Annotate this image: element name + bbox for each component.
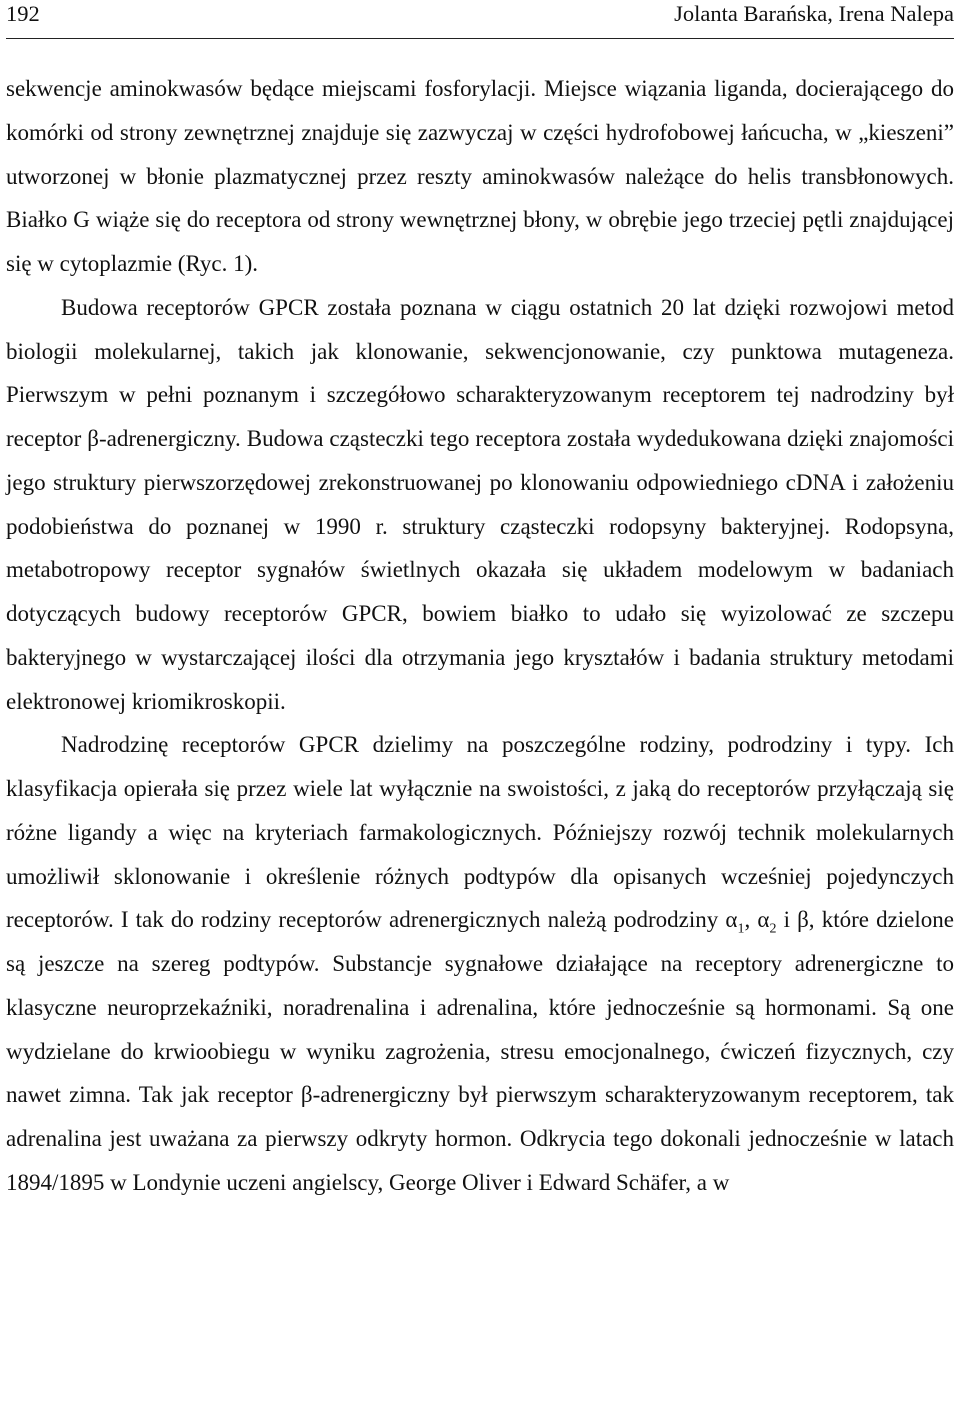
paragraph-3 <box>6 723 954 1204</box>
page-header <box>6 0 954 39</box>
alpha-2-subscript: 2 <box>769 921 777 937</box>
paragraph-3-text-end: i β, które dzielone są jeszcze na szereg podtypów. Substancje sygnałowe działające na receptory adrenergiczne to klasyczne neuroprzekaźniki, noradrenalina i adrenalina, które jednocześnie są hormonami. Są one wydzielane do krwioobiegu w wyniku zagrożenia, stresu emocjonalnego, ćwiczeń fizycznych, czy nawet zimna. Tak jak receptor β-adrenergiczny był pierwszym scharakteryzowanym receptorem, tak adrenalina jest uważana za pierwszy odkryty hormon. Odkrycia tego dokonali jednocześnie w latach 1894/1895 w Londynie uczeni angielscy, George Oliver i Edward Schäfer, a w <box>6 907 954 1195</box>
running-head-authors: Jolanta Barańska, Irena Nalepa <box>674 1 954 26</box>
paragraph-3-text-start: Nadrodzinę receptorów GPCR dzielimy na poszczególne rodziny, podrodziny i typy. Ich klasyfikacja opierała się przez wiele lat wyłącznie na swoistości, z jaką do receptorów przyłączają się różne ligandy a więc na kryteriach farmakologicznych. Późniejszy rozwój technik molekularnych umożliwił sklonowanie i określenie różnych podtypów dla opisanych wcześniej pojedynczych receptorów. I tak do rodziny receptorów adrenergicznych należą podrodziny <box>6 732 954 933</box>
paragraph-1: sekwencje aminokwasów będące miejscami fosforylacji. Miejsce wiązania liganda, docierającego do komórki od strony zewnętrznej znajduje się zazwyczaj w części hydrofobowej łańcucha, w „kieszeni” utworzonej w błonie plazmatycznej przez reszty aminokwasów należące do helis transbłonowych. Białko G wiąże się do receptora od strony wewnętrznej błony, w obrębie jego trzeciej pętli znajdującej się w cytoplazmie (Ryc. 1). <box>6 76 954 276</box>
page-number: 192 <box>6 1 40 26</box>
alpha-1-symbol: α <box>725 907 738 933</box>
alpha-separator: , <box>744 907 758 933</box>
body-text <box>6 67 954 1205</box>
alpha-2-symbol: α <box>757 907 770 933</box>
paragraph-2: Budowa receptorów GPCR została poznana w ciągu ostatnich 20 lat dzięki rozwojowi metod biologii molekularnej, takich jak klonowanie, sekwencjonowanie, czy punktowa mutageneza. Pierwszym w pełni poznanym i szczegółowo scharakteryzowanym receptorem tej nadrodziny był receptor β-adrenergiczny. Budowa cząsteczki tego receptora została wydedukowana dzięki znajomości jego struktury pierwszorzędowej zrekonstruowanej po klonowaniu odpowiedniego cDNA i założeniu podobieństwa do poznanej w 1990 r. struktury cząsteczki rodopsyny bakteryjnej. Rodopsyna, metabotropowy receptor sygnałów świetlnych okazała się układem modelowym w badaniach dotyczących budowy receptorów GPCR, bowiem białko to udało się wyizolować ze szczepu bakteryjnego w wystarczającej ilości dla otrzymania jego kryształów i badania struktury metodami elektronowej kriomikroskopii. <box>6 294 954 714</box>
alpha-1-subscript: 1 <box>737 921 745 937</box>
